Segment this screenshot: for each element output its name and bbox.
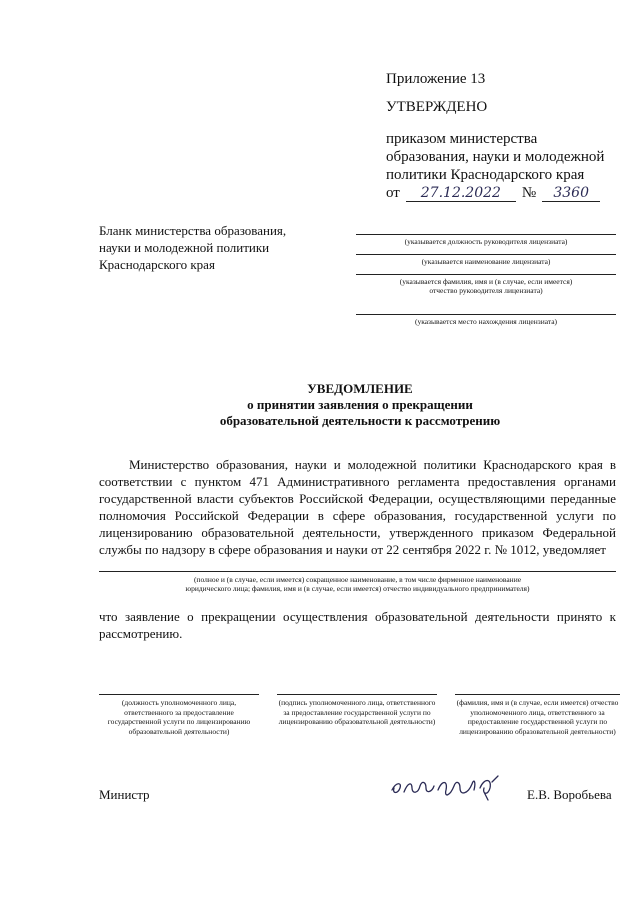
body-paragraph-1 — [99, 456, 616, 558]
body-text-1: Министерство образования, науки и молодежной политики Краснодарского края в соответствии с пунктом 471 Административного регламента предоставления органами государственной власти субъектов Российской Федерации, осуществляющими переданные полномочия Российской Федерации в сфере образования, государственной услуги по лицензированию образовательной деятельности, утвержденного приказом Федеральной службы по надзору в сфере образования и науки от 22 сентября 2022 г. № 1012, уведомляет — [99, 457, 616, 557]
document-title — [150, 381, 570, 429]
order-text — [386, 130, 626, 184]
body-paragraph-2 — [99, 608, 616, 642]
licensee-name-caption — [99, 571, 616, 593]
order-line: образования, науки и молодежной — [386, 149, 605, 165]
order-line: приказом министерства — [386, 131, 538, 147]
recipient-head-caption-line1: (указывается фамилия, имя и (в случае, если имеется) — [399, 277, 573, 286]
recipient-name-field — [356, 254, 616, 266]
recipient-head-caption-line2: отчество руководителя лицензиата) — [429, 286, 543, 295]
licensee-name-field — [99, 571, 616, 593]
licensee-caption-line1: (полное и (в случае, если имеется) сокращенное наименование, в том числе фирменное наименование — [193, 575, 522, 584]
handwritten-signature — [388, 768, 508, 808]
order-date: 27.12.2022 — [406, 185, 516, 202]
approved-label: УТВЕРЖДЕНО — [386, 99, 488, 115]
date-prefix: от — [386, 185, 400, 201]
recipient-position-caption: (указывается должность руководителя лицензиата) — [404, 237, 568, 246]
letterhead-line: науки и молодежной политики — [99, 240, 270, 255]
number-sign: № — [521, 185, 537, 201]
signature-drawing — [388, 768, 508, 808]
title-line-1: УВЕДОМЛЕНИЕ — [307, 381, 413, 396]
letterhead-line: Бланк министерства образования, — [99, 223, 287, 238]
recipient-address-caption: (указывается место нахождения лицензиата) — [414, 317, 558, 326]
minister-name: Е.В. Воробьева — [527, 787, 612, 802]
title-line-3: образовательной деятельности к рассмотрению — [219, 413, 501, 428]
minister-title: Министр — [99, 787, 150, 802]
letterhead-line: Краснодарского края — [99, 257, 215, 272]
recipient-head-name-field — [356, 274, 616, 295]
signatory-name-field — [455, 694, 620, 736]
recipient-name-caption: (указывается наименование лицензиата) — [421, 257, 551, 266]
title-line-2: о принятии заявления о прекращении — [247, 397, 473, 412]
recipient-position-field — [356, 234, 616, 246]
appendix-label: Приложение 13 — [386, 71, 486, 87]
approval-block — [386, 70, 626, 202]
signatory-signature-field — [277, 694, 437, 727]
signatory-position-field — [99, 694, 259, 736]
licensee-caption-line2: юридического лица; фамилия, имя и (в случае, если имеется) отчество индивидуального предпринимателя) — [185, 584, 530, 593]
letterhead-block — [99, 222, 319, 273]
body-text-2: что заявление о прекращении осуществления образовательной деятельности принято к рассмотрению. — [99, 609, 616, 641]
signatory-signature-caption: (подпись уполномоченного лица, ответственного за предоставление государственной услуги по лицензированию образовательной деятельности) — [278, 698, 436, 726]
order-number: 3360 — [542, 185, 600, 202]
order-date-line — [386, 184, 626, 202]
signatory-name-caption: (фамилия, имя и (в случае, если имеется) отчество уполномоченного лица, ответственного за предоставление государственной услуги по лицензированию образовательной деятельности) — [456, 698, 619, 736]
recipient-address-field — [356, 314, 616, 326]
signatory-position-caption: (должность уполномоченного лица, ответственного за предоставление государственной услуги по лицензированию образовательной деятельности) — [107, 698, 251, 736]
order-line: политики Краснодарского края — [386, 167, 585, 183]
